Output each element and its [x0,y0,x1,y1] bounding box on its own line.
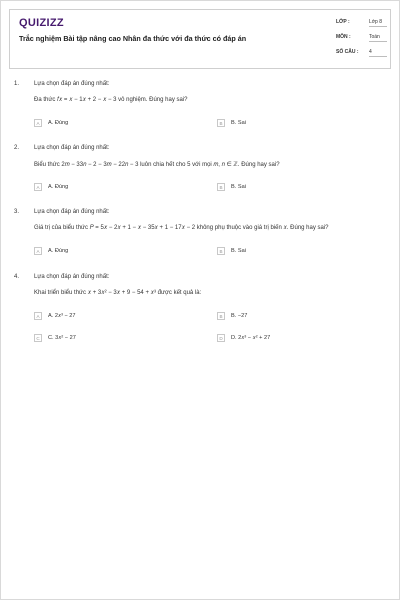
option-b[interactable] [217,247,246,255]
option-c[interactable] [34,334,76,342]
question-number: 4. [14,274,20,280]
question-text: Khai triển biểu thức 𝑥 + 3𝑥² − 3𝑥 + 9 − 54 + 𝑥³ được kết quả là: [34,290,202,296]
question-text: Biểu thức 2𝑚 − 33𝑛 − 2 − 3𝑚 − 22𝑛 − 3 luôn chia hết cho 5 với mọi 𝑚, 𝑛 ∈ ℤ. Đúng hay sai? [34,162,280,168]
meta-label: SỐ CÂU : [336,49,359,55]
option-label: B. Sai [231,184,246,190]
meta-label: LỚP : [336,19,350,25]
option-label: A. 2𝑥³ − 27 [48,312,76,319]
meta-value: 4 [369,49,387,57]
option-checkbox[interactable]: B [217,312,225,320]
option-label: A. Đúng [48,184,69,190]
option-b[interactable] [217,312,247,320]
option-label: B. Sai [231,248,246,254]
worksheet-title: Trắc nghiệm Bài tập nâng cao Nhân đa thức với đa thức có đáp án [19,34,247,43]
option-checkbox[interactable]: B [217,119,225,127]
option-label: B. Sai [231,120,246,126]
option-checkbox[interactable]: C [34,334,42,342]
option-a[interactable] [34,119,68,127]
question-instruction: Lựa chọn đáp án đúng nhất: [34,209,110,215]
option-checkbox[interactable]: B [217,183,225,191]
question-number: 3. [14,209,20,215]
option-checkbox[interactable]: A [34,247,42,255]
question-instruction: Lựa chọn đáp án đúng nhất: [34,274,110,280]
question-instruction: Lựa chọn đáp án đúng nhất: [34,81,110,87]
option-d[interactable] [217,334,270,342]
option-a[interactable] [34,247,68,255]
option-checkbox[interactable]: D [217,334,225,342]
quizizz-logo: QUIZIZZ [19,17,64,29]
option-b[interactable] [217,119,246,127]
option-label: A. Đúng [48,120,69,126]
option-checkbox[interactable]: A [34,312,42,320]
question-text: Đa thức 𝑓𝑥 = 𝑥 − 1𝑥 + 2 − 𝑥 − 3 vô nghiệm. Đúng hay sai? [34,97,188,103]
option-b[interactable] [217,183,246,191]
question-instruction: Lựa chọn đáp án đúng nhất: [34,145,110,151]
question-number: 1. [14,81,20,87]
option-label: B. −27 [231,313,248,319]
option-a[interactable] [34,312,76,320]
meta-value: Toán [369,34,387,42]
option-checkbox[interactable]: B [217,247,225,255]
meta-value: Lớp 8 [369,19,387,27]
option-checkbox[interactable]: A [34,183,42,191]
option-label: D. 2𝑥³ − 𝑥² + 27 [231,334,271,341]
option-a[interactable] [34,183,68,191]
meta-label: MÔN : [336,34,351,40]
option-label: C. 3𝑥² − 27 [48,334,76,341]
worksheet-header [9,9,391,69]
question-text: Giá trị của biểu thức 𝑃 = 5𝑥 − 2𝑥 + 1 − 𝑥 − 35𝑥 + 1 − 17𝑥 − 2 không phụ thuộc vào giá trị biến 𝑥. Đúng hay sai? [34,225,329,231]
option-label: A. Đúng [48,248,69,254]
question-number: 2. [14,145,20,151]
option-checkbox[interactable]: A [34,119,42,127]
